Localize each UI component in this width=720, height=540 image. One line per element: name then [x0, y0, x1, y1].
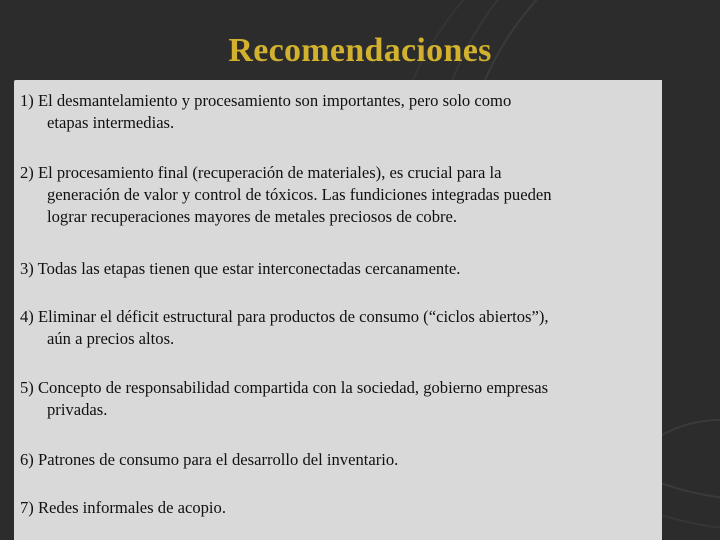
item-5-line-1: 5) Concepto de responsabilidad compartida con la sociedad, gobierno empresas	[20, 378, 549, 397]
item-7-line-1: 7) Redes informales de acopio.	[20, 498, 226, 517]
item-4-line-1: 4) Eliminar el déficit estructural para productos de consumo (“ciclos abiertos”),	[20, 307, 549, 326]
list-item	[20, 90, 692, 134]
item-2-line-2: generación de valor y control de tóxicos. Las fundiciones integradas pueden	[47, 185, 552, 204]
item-3-line-1: 3) Todas las etapas tienen que estar interconectadas cercanamente.	[20, 259, 461, 278]
item-1-line-1: 1) El desmantelamiento y procesamiento son importantes, pero solo como	[20, 91, 512, 110]
list-item	[20, 162, 692, 228]
list-item	[20, 377, 692, 421]
list-item	[20, 306, 692, 350]
list-item	[20, 258, 692, 280]
list-item	[20, 449, 692, 471]
item-2-line-1: 2) El procesamiento final (recuperación de materiales), es crucial para la	[20, 163, 502, 182]
item-5-line-2: privadas.	[47, 400, 108, 419]
slide-title: Recomendaciones	[228, 32, 492, 69]
item-2-line-3: lograr recuperaciones mayores de metales preciosos de cobre.	[47, 207, 458, 226]
list-item	[20, 497, 692, 519]
item-6-line-1: 6) Patrones de consumo para el desarrollo del inventario.	[20, 450, 399, 469]
item-1-line-2: etapas intermedias.	[47, 113, 175, 132]
item-4-line-2: aún a precios altos.	[47, 329, 175, 348]
